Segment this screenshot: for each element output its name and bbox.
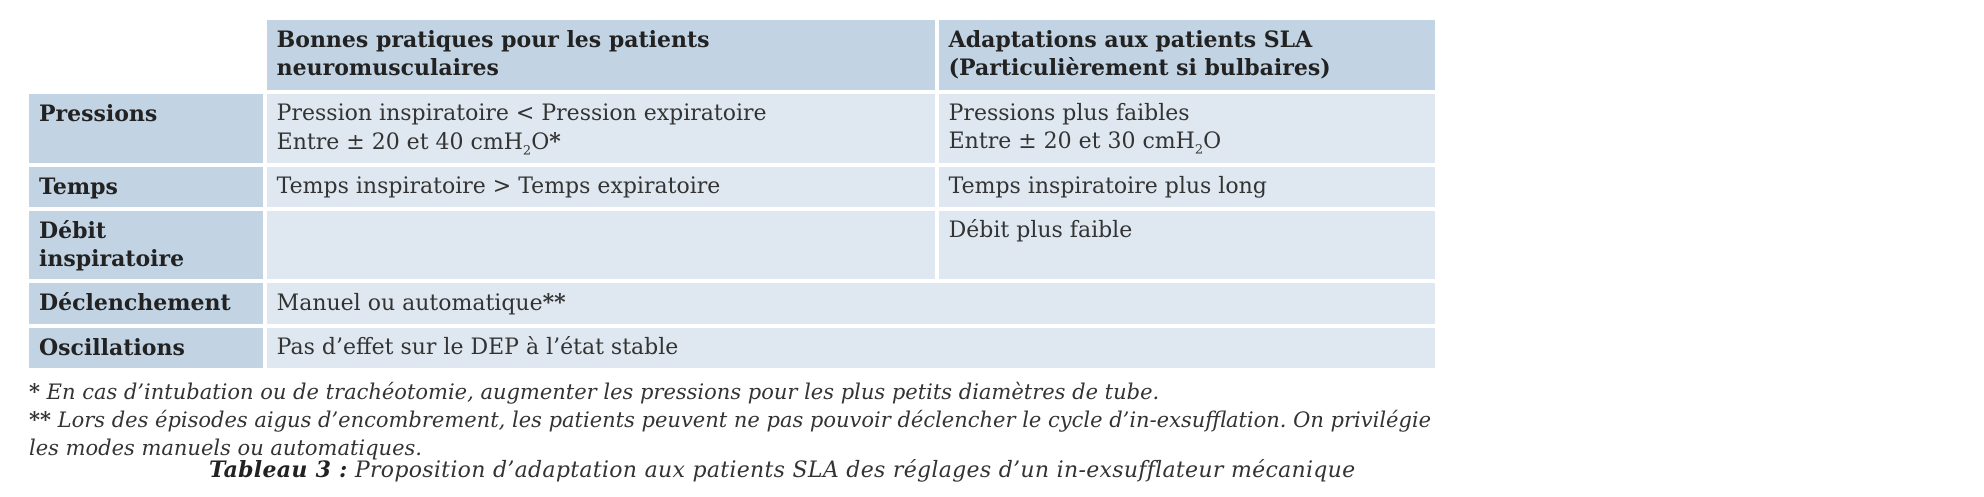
row-label-pressions: Pressions [29, 94, 263, 163]
caption-label: Tableau 3 : [209, 457, 348, 483]
table-row [29, 167, 1435, 207]
caption-text: Proposition d’adaptation aux patients SLA des réglages d’un in-exsufflateur mécanique [347, 458, 1356, 483]
cell-text: O [1203, 129, 1222, 154]
cell-pressions-sla [939, 94, 1435, 163]
table-row [29, 283, 1435, 324]
table-caption [209, 457, 1355, 483]
settings-table-block [29, 16, 1439, 462]
footnote-marker: ** [542, 290, 566, 316]
footnotes [29, 378, 1439, 462]
footnote-1-text: En cas d’intubation ou de trachéotomie, augmenter les pressions pour les plus petits diamètres de tube. [39, 380, 1160, 404]
cell-declenchement-merged [267, 283, 1435, 324]
cell-text: Entre ± 20 et 30 cmH [948, 129, 1195, 154]
row-label-temps: Temps [29, 167, 263, 207]
header-sla-line2: (Particulièrement si bulbaires) [948, 55, 1331, 81]
cell-temps-best: Temps inspiratoire > Temps expiratoire [267, 167, 935, 207]
footnote-2-text: Lors des épisodes aigus d’encombrement, les patients peuvent ne pas pouvoir déclencher le cycle d’in-exsufflation. On privilégie les modes manuels ou automatiques. [29, 408, 1432, 460]
subscript: 2 [1194, 142, 1204, 158]
settings-table [25, 16, 1439, 372]
table-row [29, 211, 1435, 279]
footnote-1-marker: * [29, 379, 40, 404]
cell-oscillations-merged: Pas d’effet sur le DEP à l’état stable [267, 328, 1435, 368]
row-label-debit: Débit inspiratoire [29, 211, 263, 279]
footnote-marker: * [549, 129, 561, 155]
table-row [29, 94, 1435, 163]
subscript: 2 [522, 143, 532, 159]
cell-text: Entre ± 20 et 40 cmH [276, 130, 523, 155]
cell-pressions-best [267, 94, 935, 163]
cell-temps-sla: Temps inspiratoire plus long [939, 167, 1435, 207]
footnote-2-marker: ** [29, 407, 51, 432]
row-label-declenchement: Déclenchement [29, 283, 263, 324]
cell-text: Pression inspiratoire < Pression expiratoire [276, 101, 767, 126]
cell-text: Manuel ou automatique [276, 291, 543, 316]
header-sla-adaptations [939, 20, 1435, 90]
row-label-oscillations: Oscillations [29, 328, 263, 368]
table-row [29, 328, 1435, 368]
footnote-1 [29, 378, 1439, 406]
header-sla-line1: Adaptations aux patients SLA [948, 27, 1313, 53]
header-corner [29, 20, 263, 90]
cell-text: O [531, 130, 550, 155]
cell-debit-sla: Débit plus faible [939, 211, 1435, 279]
footnote-2 [29, 406, 1439, 462]
cell-debit-best [267, 211, 935, 279]
header-best-practices: Bonnes pratiques pour les patients neuromusculaires [267, 20, 935, 90]
cell-text: Pressions plus faibles [948, 101, 1190, 126]
table-header-row [29, 20, 1435, 90]
